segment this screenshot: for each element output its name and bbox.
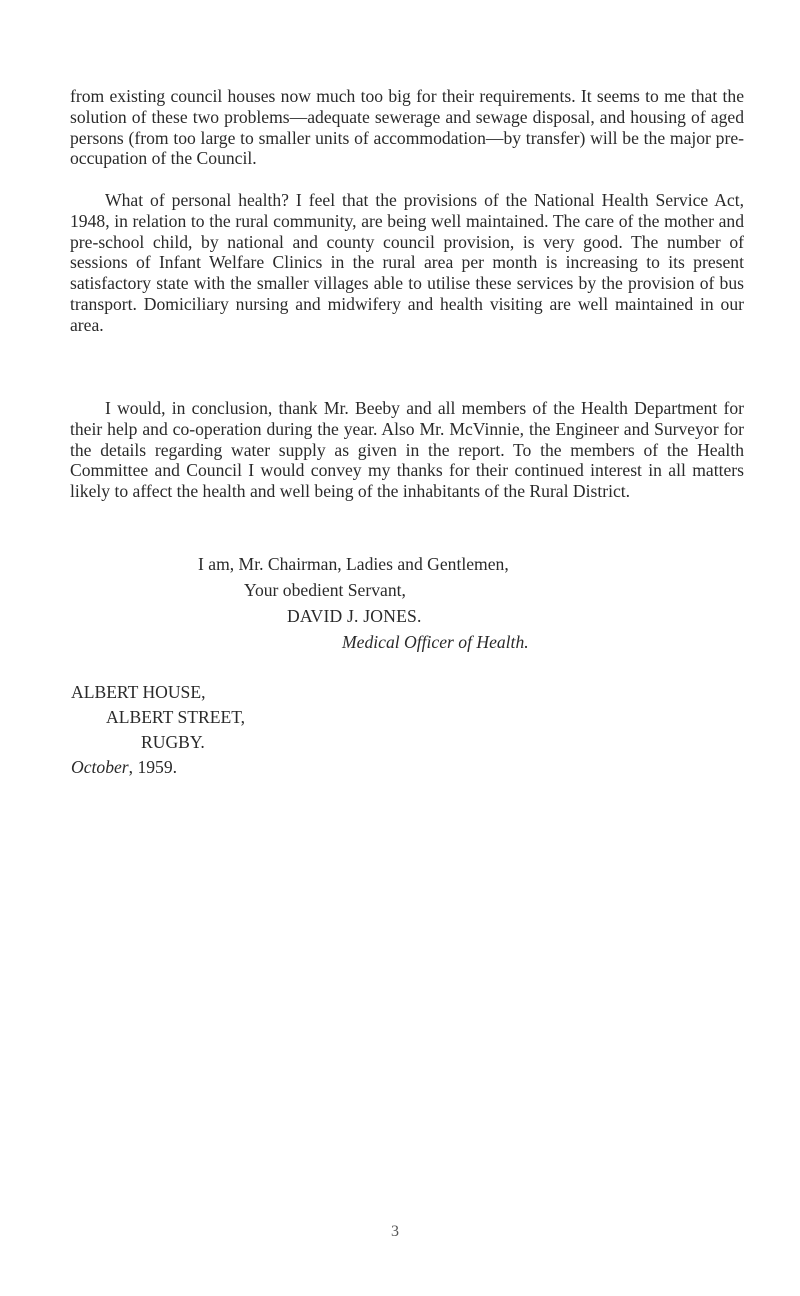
page-number: 3	[391, 1223, 399, 1240]
address-line-3: RUGBY.	[141, 732, 205, 752]
address-date	[71, 756, 177, 778]
address-line-2: ALBERT STREET,	[106, 707, 246, 727]
date-year: , 1959.	[128, 757, 178, 777]
closing-servant: Your obedient Servant,	[244, 580, 406, 600]
date-month: October	[71, 757, 129, 777]
paragraph-conclusion: I would, in conclusion, thank Mr. Beeby and all members of the Health Department for their help and co-operation during the year. Also Mr. McVinnie, the Engineer and Surveyor for the details regarding water supply as given in the report. To the members of the Health Committee and Council I would convey my thanks for their continued interest in all matters likely to affect the health and well being of the inhabitants of the Rural District.	[70, 398, 744, 502]
paragraph-continuation: from existing council houses now much too big for their requirements. It seems to me that the solution of these two problems—adequate sewerage and sewage disposal, and housing of aged persons (from too large to smaller units of accommodation—by transfer) will be the major pre-occupation of the Council.	[70, 86, 744, 169]
closing-salutation: I am, Mr. Chairman, Ladies and Gentlemen,	[198, 554, 509, 574]
signature-title: Medical Officer of Health.	[342, 632, 529, 652]
signature-name: DAVID J. JONES.	[287, 606, 422, 626]
address-line-1: ALBERT HOUSE,	[71, 682, 206, 702]
paragraph-personal-health: What of personal health? I feel that the provisions of the National Health Service Act, 1948, in relation to the rural community, are being well maintained. The care of the mother and pre-school child, by national and county council provision, is very good. The number of sessions of Infant Welfare Clinics in the rural area per month is increasing to its present satisfactory state with the smaller villages able to utilise these services by the provision of bus transport. Domiciliary nursing and midwifery and health visiting are well maintained in our area.	[70, 190, 744, 335]
